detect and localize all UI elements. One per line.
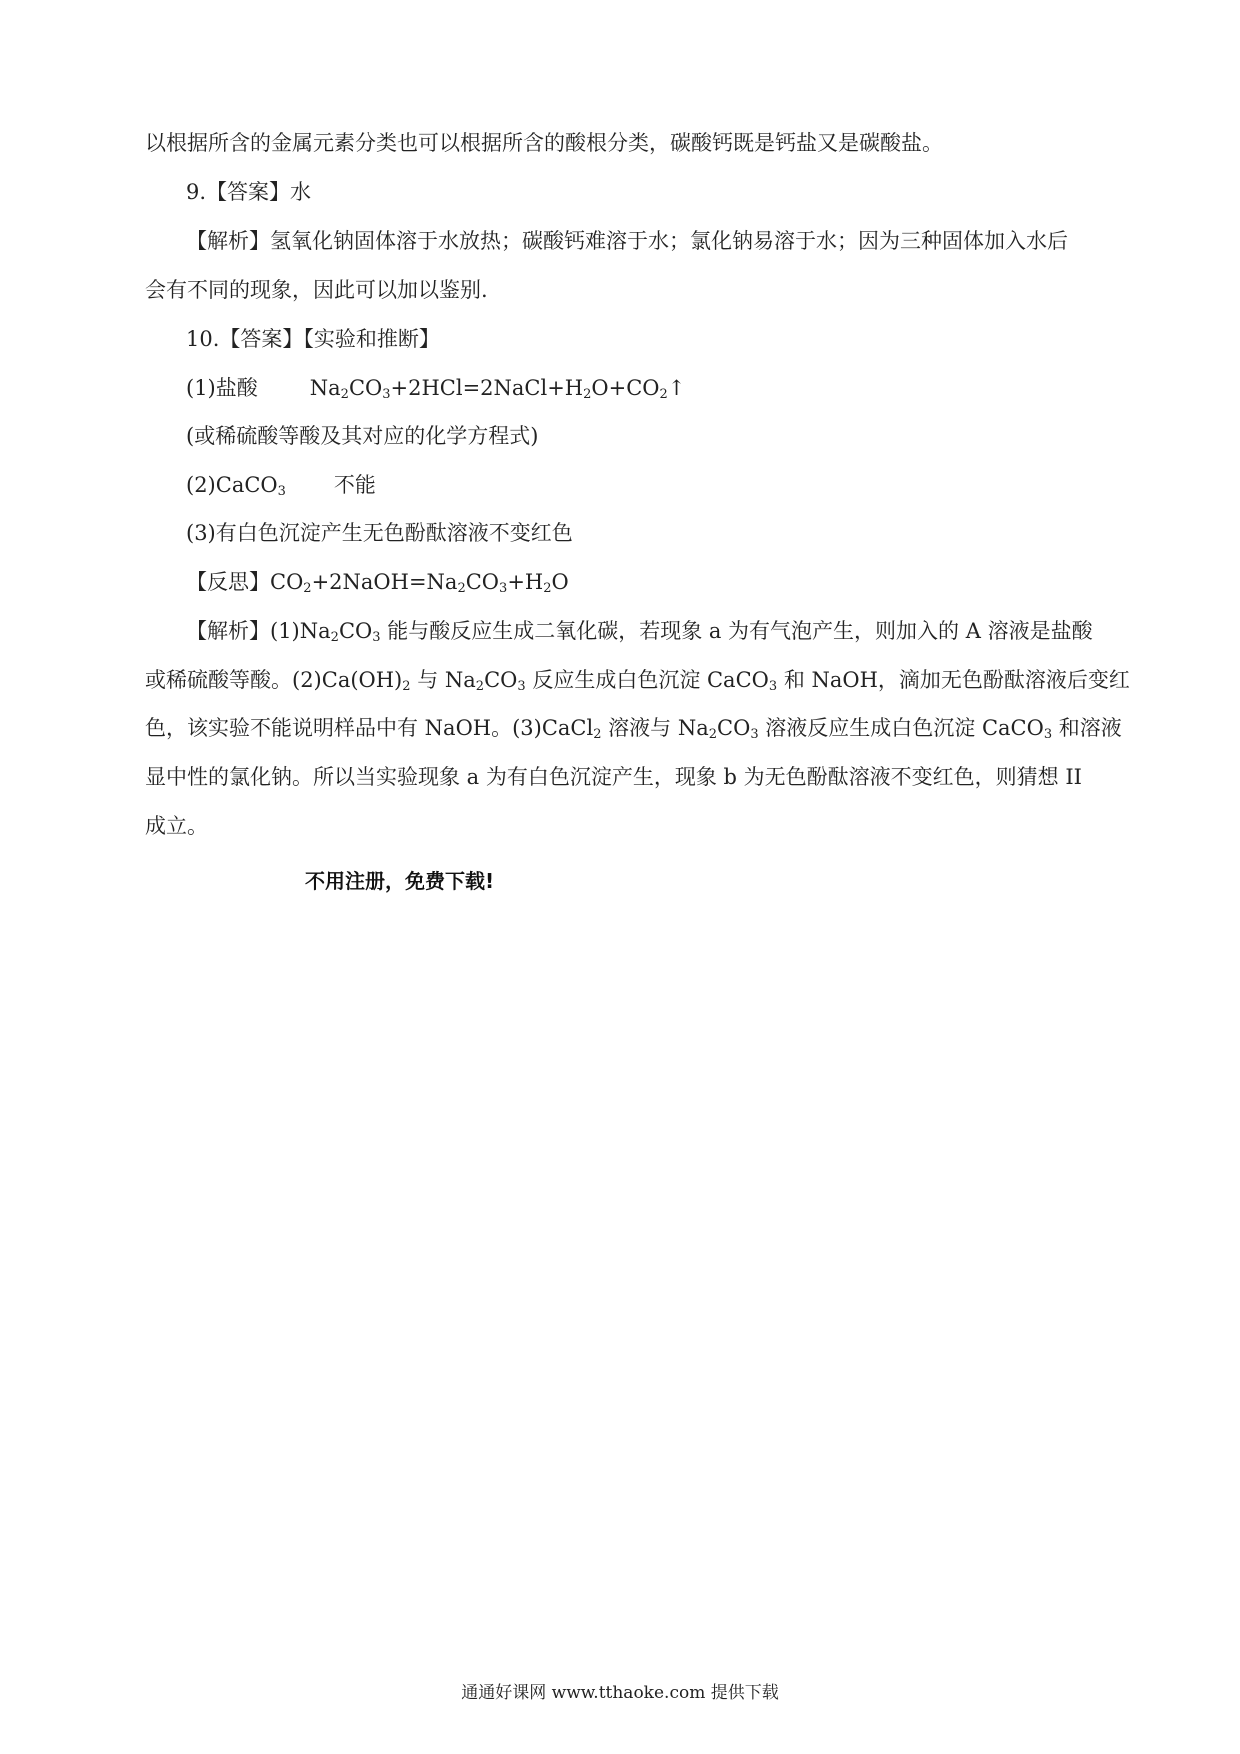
- equation-2: $CO_2+2NaOH=Na_2CO_3+H_2O$: [270, 570, 569, 596]
- analysis-line5: 成立。: [145, 814, 208, 838]
- analysis-line2: 或稀硫酸等酸。$(2)Ca(OH)_2$ 与 $Na_2CO_3$ 反应生成白色沉淀 CaCO$_3$ 和 NaOH，滴加无色酚酞溶液后变红: [145, 668, 1130, 694]
- part-3-answer: (3)有白色沉淀产生无色酚酞溶液不变红色: [186, 521, 573, 545]
- alternative-note: (或稀硫酸等酸及其对应的化学方程式): [186, 424, 539, 448]
- part-2-answer: (2)CaCO$_3$ 不能: [186, 473, 376, 499]
- download-promo: 不用注册，免费下载!: [305, 869, 495, 893]
- question-10-answer: 10.【答案】【实验和推断】: [186, 327, 440, 351]
- page-footer: 通通好课网 www.tthaoke.com 提供下载: [461, 1683, 779, 1703]
- question-9-analysis-line1: 【解析】氢氧化钠固体溶于水放热；碳酸钙难溶于水；氯化钠易溶于水；因为三种固体加入水后: [186, 229, 1068, 253]
- part-1-label: (1)盐酸: [186, 376, 258, 400]
- reflection: 【反思】$CO_2+2NaOH=Na_2CO_3+H_2O$: [186, 570, 569, 596]
- paragraph-line: 以根据所含的金属元素分类也可以根据所含的酸根分类，碳酸钙既是钙盐又是碳酸盐。: [145, 131, 943, 155]
- analysis-line1: 【解析】$(1)Na_2CO_3$ 能与酸反应生成二氧化碳，若现象 a 为有气泡产生，则加入的 A 溶液是盐酸: [186, 619, 1093, 645]
- part-1-answer: [186, 373, 685, 403]
- analysis-line3: 色，该实验不能说明样品中有 NaOH。(3)CaCl$_2$ 溶液与 $Na_2CO_3$ 溶液反应生成白色沉淀 CaCO$_3$ 和溶液: [145, 716, 1122, 742]
- analysis-line4: 显中性的氯化钠。所以当实验现象 a 为有白色沉淀产生，现象 b 为无色酚酞溶液不变红色，则猜想 II: [145, 765, 1082, 789]
- question-9-analysis-line2: 会有不同的现象，因此可以加以鉴别.: [145, 278, 488, 302]
- equation-1: $Na_2CO_3+2HCl=2NaCl+H_2O+CO_2↑$: [309, 376, 686, 402]
- question-9-answer: 9.【答案】水: [186, 180, 312, 204]
